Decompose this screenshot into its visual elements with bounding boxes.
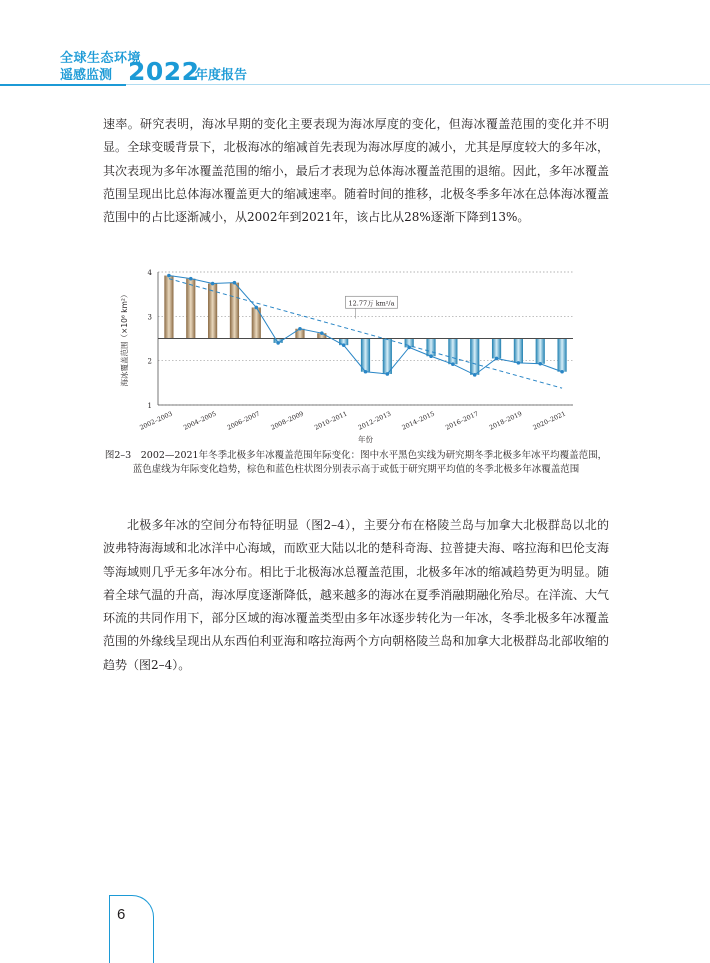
series-point [386,372,390,376]
header-report: 年度报告 [195,68,248,83]
y-tick-label: 3 [147,313,152,322]
series-point [451,362,455,366]
series-point [560,370,564,374]
y-tick-label: 2 [147,357,152,366]
x-axis-title: 年份 [358,435,373,444]
x-tick-label: 2018–2019 [488,410,524,432]
trend-label: 12.77万 km²/a [348,299,395,308]
series-point [167,274,171,278]
bar [470,339,479,375]
series-point [233,281,237,285]
x-tick-label: 2004–2005 [182,410,218,432]
series-point [189,277,193,281]
bar [164,276,173,339]
bar [383,339,392,374]
multiyear-ice-chart [103,264,609,446]
header-year: 2022 [128,57,200,86]
bar [426,339,435,357]
series-point [342,343,346,347]
series-point [254,306,258,310]
bar [361,339,370,372]
x-tick-label: 2016–2017 [444,410,480,432]
figure-caption: 图2–3 2002—2021年冬季北极多年冰覆盖范围年际变化：图中水平黑色实线为研究期冬季北极多年冰平均覆盖范围，蓝色虚线为年际变化趋势，棕色和蓝色柱状图分别表示高于或低于研究期平均值的冬季北极多年冰覆盖范围 [104,450,608,475]
series-point [473,373,477,377]
series-point [429,354,433,358]
body-paragraph-2: 北极多年冰的空间分布特征明显（图2–4），主要分布在格陵兰岛与加拿大北极群岛以北的波弗特海海域和北冰洋中心海域，而欧亚大陆以北的楚科奇海、拉普捷夫海、喀拉海和巴伦支海等海域则几乎无多年冰分布。相比于北极海冰总覆盖范围，北极多年冰的缩减趋势更为明显。随着全球气温的升高，海冰厚度逐渐降低，越来越多的海冰在夏季消融期融化殆尽。在洋流、大气环流的共同作用下，部分区域的海冰覆盖类型由多年冰逐步转化为一年冰，冬季北极多年冰覆盖范围的外缘线呈现出从东西伯利亚海和喀拉海两个方向朝格陵兰岛和加拿大北极群岛北部收缩的趋势（图2–4）。 [103,518,609,672]
series-point [407,346,411,350]
x-tick-label: 2014–2015 [401,410,436,432]
header-rule [0,84,126,86]
bar [536,339,545,364]
series-point [364,370,368,374]
header-rule-thin [126,84,710,85]
bar [514,339,523,363]
x-tick-label: 2012–2013 [357,410,393,432]
series-point [298,327,302,331]
y-tick-label: 4 [147,269,152,277]
body-paragraph-1: 速率。研究表明，海冰早期的变化主要表现为海冰厚度的变化，但海冰覆盖范围的变化并不明显。全球变暖背景下，北极海冰的缩减首先表现为海冰厚度的减小，尤其是厚度较大的多年冰，其次表现为多年冰覆盖范围的缩小，最后才表现为总体海冰覆盖范围的退缩。因此，多年冰覆盖范围呈现出比总体海冰覆盖更大的缩减速率。随着时间的推移，北极冬季多年冰在总体海冰覆盖范围中的占比逐渐减小，从2002年到2021年，该占比从28%逐渐下降到13%。 [103,117,609,225]
x-tick-label: 2008–2009 [269,410,305,432]
header-title-line2: 遥感监测 [60,68,113,83]
y-tick-label: 1 [147,402,152,410]
bar [448,339,457,365]
y-axis-title: 海冰覆盖范围（×10⁶ km²） [120,290,129,387]
bar [492,339,501,359]
series-point [517,361,521,365]
bar [208,284,217,339]
series-point [495,357,499,361]
bar [186,279,195,339]
header-title-line1: 全球生态环境 [60,51,142,66]
x-tick-label: 2002–2003 [138,410,174,432]
page-number: 6 [117,906,126,923]
series-point [211,282,215,286]
series-point [276,341,280,345]
x-tick-label: 2006–2007 [226,410,262,432]
bar [230,283,239,339]
series-point [538,362,542,366]
page-header [0,0,710,90]
series-point [320,331,324,335]
x-tick-label: 2010–2011 [313,410,349,432]
bar [557,339,566,372]
x-tick-label: 2020–2021 [532,410,567,432]
